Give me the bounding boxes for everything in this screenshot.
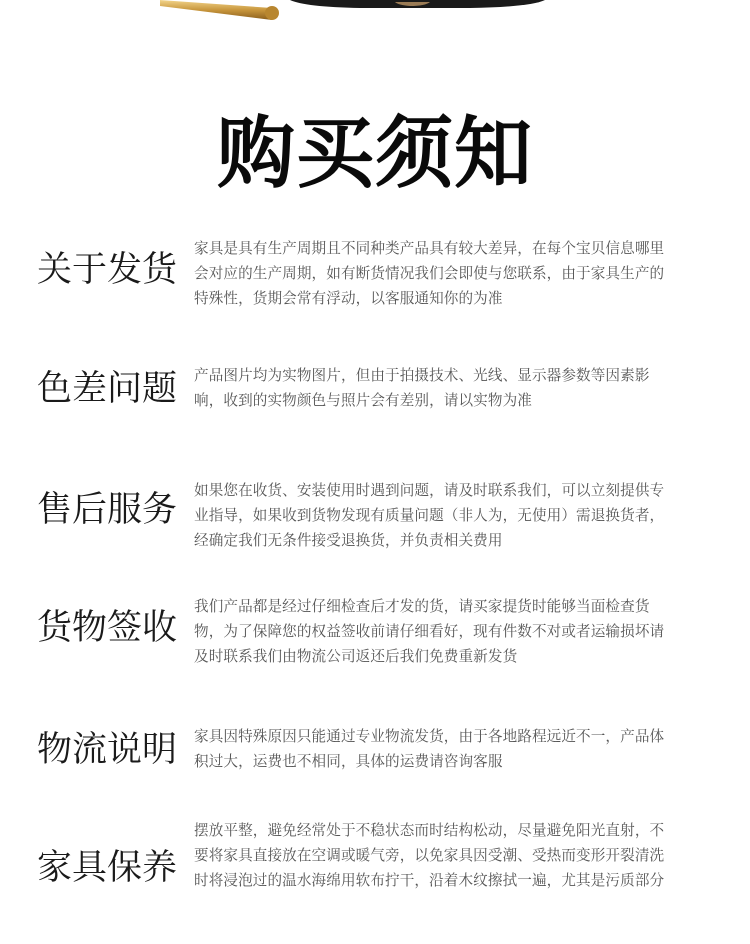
product-photo-illustration [0,0,750,26]
section-body: 摆放平整，避免经常处于不稳状态而时结构松动，尽量避免阳光直射，不要将家具直接放在空调或暖气旁，以免家具因受潮、受热而变形开裂清洗时将浸泡过的温水海绵用软布拧干，沿着木纹擦拭一遍，尤其是污质部分 [194,822,665,889]
gold-leg-shape [160,0,278,20]
section-body: 如果您在收货、安装使用时遇到问题，请及时联系我们，可以立刻提供专业指导，如果收到货物发现有质量问题（非人为，无使用）需退换货者，经确定我们无条件接受退换货，并负责相关费用 [194,482,665,549]
section-body: 家具是具有生产周期且不同种类产品具有较大差异，在每个宝贝信息哪里会对应的生产周期，如有断货情况我们会即使与您联系，由于家具生产的特殊性，货期会常有浮动，以客服通知你的为准 [194,240,665,307]
section-body: 产品图片均为实物图片，但由于拍摄技术、光线、显示器参数等因素影响，收到的实物颜色与照片会有差别，请以实物为准 [194,367,650,409]
section-heading: 售后服务 [37,490,178,530]
product-photo-fragment [0,0,750,26]
page-title: 购买须知 [216,109,533,199]
section-heading: 色差问题 [37,369,178,409]
section-heading: 物流说明 [37,730,178,770]
section-heading: 家具保养 [37,848,178,888]
section-heading: 货物签收 [37,608,178,648]
section-body: 我们产品都是经过仔细检查后才发的货，请买家提货时能够当面检查货物，为了保障您的权益签收前请仔细看好，现有件数不对或者运输损坏请及时联系我们由物流公司返还后我们免费重新发货 [194,598,665,665]
gold-leg-tip [265,6,279,20]
section-body: 家具因特殊原因只能通过专业物流发货，由于各地路程远近不一，产品体积过大，运费也不相同，具体的运费请咨询客服 [194,728,665,770]
section-heading: 关于发货 [37,250,178,290]
